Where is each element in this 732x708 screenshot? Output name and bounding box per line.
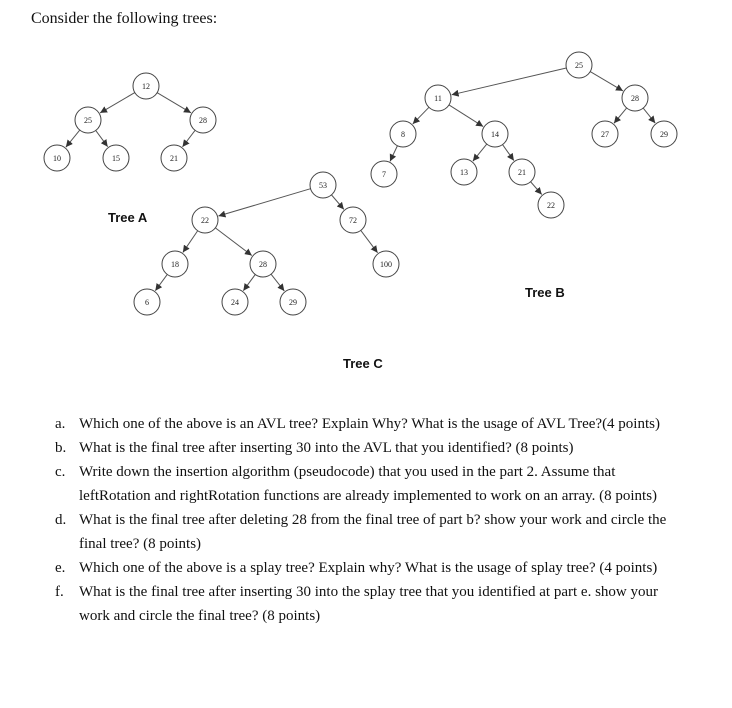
tree_a-edge bbox=[157, 93, 191, 113]
tree_b-node-value: 29 bbox=[660, 130, 668, 139]
tree_c-edge bbox=[243, 274, 255, 290]
tree_b-node-14 bbox=[482, 121, 508, 147]
tree_a-edge bbox=[182, 130, 195, 147]
tree_c-node-value: 22 bbox=[201, 216, 209, 225]
tree_b-edge bbox=[531, 182, 542, 195]
tree_b-node-value: 21 bbox=[518, 168, 526, 177]
question-text: Which one of the above is an AVL tree? Explain Why? What is the usage of AVL Tree?(4 points) bbox=[79, 416, 660, 432]
tree_c-edge bbox=[155, 274, 167, 290]
tree_a-node-28 bbox=[190, 107, 216, 133]
tree_c-node-72 bbox=[340, 207, 366, 233]
question-item bbox=[0, 412, 732, 436]
tree_c-node-53 bbox=[310, 172, 336, 198]
tree_c-node-value: 24 bbox=[231, 298, 239, 307]
tree_b-edge bbox=[413, 107, 429, 124]
tree_b-node-21 bbox=[509, 159, 535, 185]
tree-a-label: Tree A bbox=[108, 210, 148, 225]
edges-layer bbox=[66, 68, 655, 291]
tree_b-node-value: 11 bbox=[434, 94, 442, 103]
tree_a-node-25 bbox=[75, 107, 101, 133]
tree_b-node-value: 7 bbox=[382, 170, 386, 179]
tree_b-node-8 bbox=[390, 121, 416, 147]
tree_b-edge bbox=[590, 72, 623, 91]
tree_b-edge bbox=[390, 146, 397, 162]
tree_b-edge bbox=[449, 105, 483, 127]
tree_b-node-29 bbox=[651, 121, 677, 147]
question-letter: c. bbox=[55, 464, 66, 480]
tree_c-edge bbox=[183, 231, 198, 253]
tree_b-node-value: 25 bbox=[575, 61, 583, 70]
tree_b-edge bbox=[452, 68, 567, 95]
question-item bbox=[0, 508, 732, 556]
question-item bbox=[0, 460, 732, 508]
tree_b-node-11 bbox=[425, 85, 451, 111]
tree_b-node-7 bbox=[371, 161, 397, 187]
question-item bbox=[0, 436, 732, 460]
tree_b-edge bbox=[473, 144, 487, 161]
question-text: What is the final tree after deleting 28 from the final tree of part b? show your work and circle the final tree? (8 points) bbox=[79, 512, 667, 552]
tree_c-node-value: 72 bbox=[349, 216, 357, 225]
tree_b-node-28 bbox=[622, 85, 648, 111]
question-letter: f. bbox=[55, 584, 64, 600]
tree_a-edge bbox=[96, 130, 108, 146]
tree_a-node-value: 25 bbox=[84, 116, 92, 125]
tree_c-node-value: 18 bbox=[171, 260, 179, 269]
tree_b-node-value: 14 bbox=[491, 130, 499, 139]
tree_b-node-25 bbox=[566, 52, 592, 78]
tree_c-edge bbox=[218, 189, 310, 216]
tree_c-edge bbox=[271, 274, 284, 291]
tree_a-node-value: 28 bbox=[199, 116, 207, 125]
tree-b-label: Tree B bbox=[525, 285, 565, 300]
question-letter: e. bbox=[55, 560, 66, 576]
tree_c-node-6 bbox=[134, 289, 160, 315]
tree_c-edge bbox=[331, 195, 343, 210]
tree_c-node-22 bbox=[192, 207, 218, 233]
tree_a-edge bbox=[100, 93, 135, 113]
tree_c-node-value: 29 bbox=[289, 298, 297, 307]
question-item bbox=[0, 580, 732, 628]
question-letter: d. bbox=[55, 512, 67, 528]
question-letter: a. bbox=[55, 416, 66, 432]
tree_c-node-value: 28 bbox=[259, 260, 267, 269]
tree_c-node-29 bbox=[280, 289, 306, 315]
tree_a-node-value: 21 bbox=[170, 154, 178, 163]
tree-c-label: Tree C bbox=[343, 356, 383, 371]
question-item bbox=[0, 556, 732, 580]
tree_a-node-value: 10 bbox=[53, 154, 61, 163]
tree_c-edge bbox=[215, 228, 251, 256]
tree_b-edge bbox=[503, 145, 514, 161]
question-list bbox=[0, 412, 732, 628]
tree_b-edge bbox=[614, 108, 627, 123]
tree_c-edge bbox=[361, 230, 378, 252]
tree_c-node-18 bbox=[162, 251, 188, 277]
tree_a-node-value: 15 bbox=[112, 154, 120, 163]
question-text: What is the final tree after inserting 30 into the splay tree that you identified at part e. show your work and circle the final tree? (8 points) bbox=[79, 584, 658, 624]
tree_a-node-15 bbox=[103, 145, 129, 171]
tree_b-node-value: 28 bbox=[631, 94, 639, 103]
tree_c-node-100 bbox=[373, 251, 399, 277]
tree_b-node-value: 27 bbox=[601, 130, 609, 139]
tree_c-node-24 bbox=[222, 289, 248, 315]
question-text: What is the final tree after inserting 30 into the AVL that you identified? (8 points) bbox=[79, 440, 574, 456]
intro-text: Consider the following trees: bbox=[31, 10, 218, 27]
tree_b-node-value: 8 bbox=[401, 130, 405, 139]
tree_c-node-28 bbox=[250, 251, 276, 277]
tree_a-edge bbox=[66, 130, 80, 147]
tree_b-node-value: 13 bbox=[460, 168, 468, 177]
tree_a-node-value: 12 bbox=[142, 82, 150, 91]
tree_b-node-27 bbox=[592, 121, 618, 147]
question-letter: b. bbox=[55, 440, 67, 456]
tree_b-node-13 bbox=[451, 159, 477, 185]
tree_c-node-value: 6 bbox=[145, 298, 149, 307]
tree_c-node-value: 53 bbox=[319, 181, 327, 190]
tree_b-edge bbox=[643, 108, 655, 123]
nodes-layer bbox=[44, 52, 677, 315]
tree_a-node-12 bbox=[133, 73, 159, 99]
tree_c-node-value: 100 bbox=[380, 260, 392, 269]
tree_a-node-21 bbox=[161, 145, 187, 171]
tree_b-node-value: 22 bbox=[547, 201, 555, 210]
tree_b-node-22 bbox=[538, 192, 564, 218]
question-text: Which one of the above is a splay tree? Explain why? What is the usage of splay tree? (4 points) bbox=[79, 560, 658, 576]
tree_a-node-10 bbox=[44, 145, 70, 171]
question-text: Write down the insertion algorithm (pseudocode) that you used in the part 2. Assume that leftRotation and rightRotation functions are already implemented to work on an array. (8 points) bbox=[79, 464, 658, 504]
